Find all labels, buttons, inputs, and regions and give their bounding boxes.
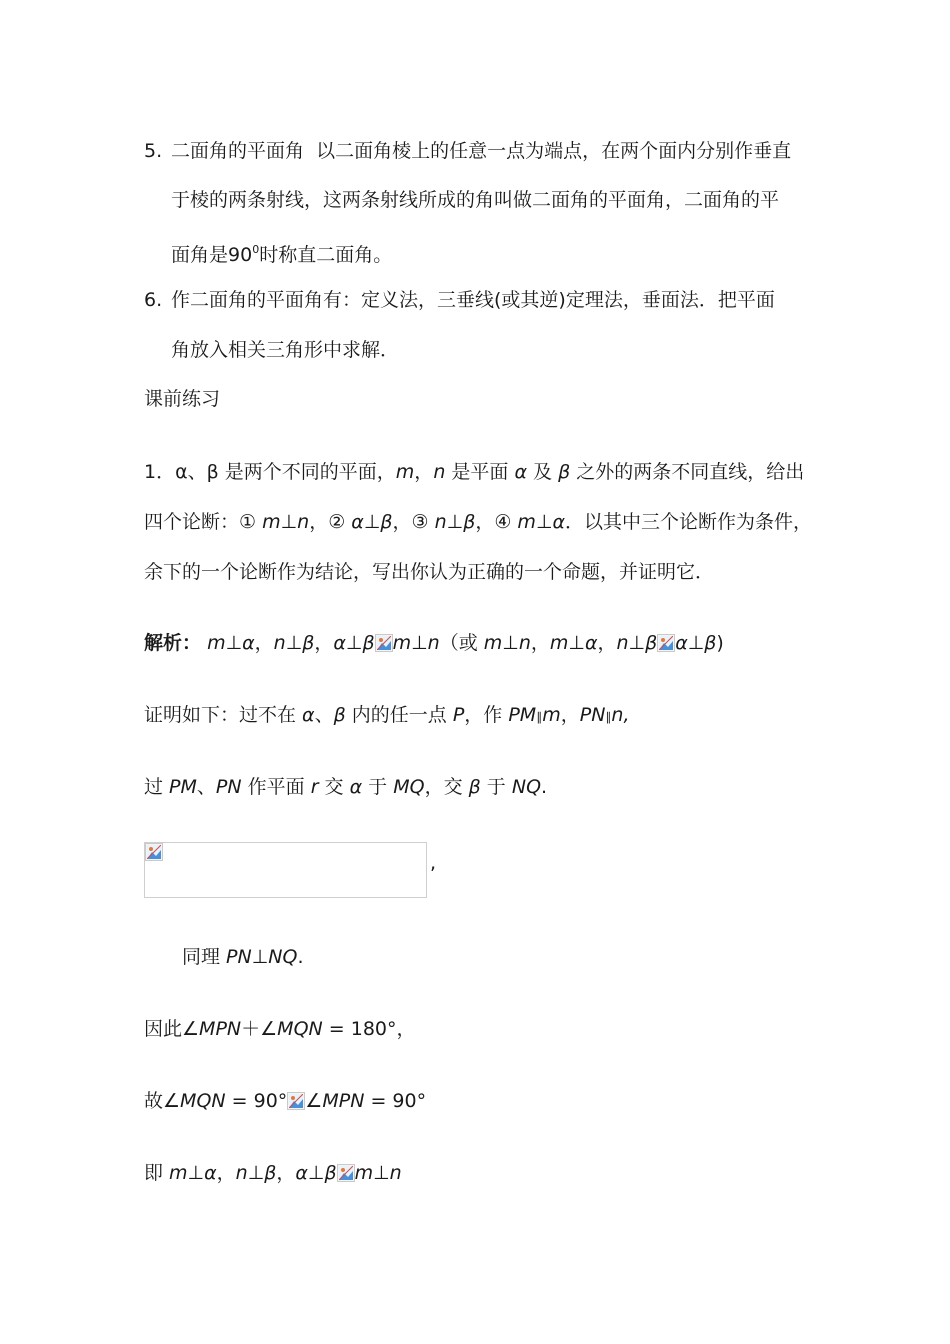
math-var: m bbox=[542, 704, 561, 726]
item-title: 二面角的平面角 bbox=[171, 140, 305, 162]
symbol: ⊥ bbox=[363, 511, 381, 533]
text: ， bbox=[314, 632, 334, 654]
math-expr: m⊥n bbox=[354, 1162, 402, 1184]
math-var: P bbox=[452, 704, 465, 726]
math-var: PN bbox=[215, 776, 242, 798]
math-var: MPN bbox=[322, 1090, 365, 1112]
text: ，② bbox=[309, 511, 352, 533]
math-expr: α⊥β bbox=[333, 632, 375, 654]
math-var: α bbox=[514, 461, 527, 483]
math-var: PN bbox=[579, 704, 606, 726]
item-5-line-2: 于棱的两条射线，这两条射线所成的角叫做二面角的平面角，二面角的平 bbox=[171, 189, 780, 211]
symbol: ⊥ bbox=[535, 511, 553, 533]
math-var: r bbox=[310, 776, 319, 798]
text: = 90° bbox=[225, 1090, 288, 1112]
symbol: ⊥ bbox=[446, 511, 464, 533]
text: 之外的两条不同直线，给出 bbox=[570, 461, 805, 483]
text: 于 bbox=[480, 776, 512, 798]
text: ∠ bbox=[305, 1090, 323, 1112]
text: ， bbox=[276, 1162, 296, 1184]
math-expr: n⊥β bbox=[616, 632, 658, 654]
broken-image-icon bbox=[337, 1164, 355, 1182]
math-var: β bbox=[463, 511, 476, 533]
math-var: β bbox=[468, 776, 481, 798]
broken-image-icon bbox=[375, 634, 393, 652]
text: ， bbox=[530, 632, 550, 654]
math-var: α bbox=[552, 511, 566, 533]
math-var: MPN bbox=[199, 1018, 242, 1040]
text: = 180°， bbox=[322, 1018, 416, 1040]
math-var: m bbox=[262, 511, 281, 533]
item-text: 时称直二面角。 bbox=[259, 244, 393, 266]
item-text: 以二面角棱上的任意一点为端点，在两个面内分别作垂直 bbox=[316, 140, 792, 162]
math-var: NQ bbox=[511, 776, 542, 798]
item-number: 6. bbox=[144, 289, 163, 311]
math-var: β bbox=[333, 704, 346, 726]
text: ， bbox=[414, 461, 434, 483]
problem-line-3: 余下的一个论断作为结论，写出你认为正确的一个命题，并证明它． bbox=[144, 561, 715, 583]
math-expr: m⊥n bbox=[392, 632, 440, 654]
item-text: 面角是90 bbox=[171, 244, 253, 266]
section-title: 课前练习 bbox=[144, 388, 221, 410]
math-expr: m⊥n bbox=[483, 632, 531, 654]
item-5-line-1 bbox=[144, 138, 791, 164]
math-var: MQN bbox=[180, 1090, 226, 1112]
math-expr: m⊥α bbox=[549, 632, 598, 654]
text: 1．α、β 是两个不同的平面， bbox=[144, 461, 396, 483]
math-expr: m⊥α bbox=[207, 632, 255, 654]
text: 、 bbox=[314, 704, 334, 726]
text: 因此∠ bbox=[144, 1018, 200, 1040]
text: 四个论断：① bbox=[144, 511, 263, 533]
math-var: MQN bbox=[277, 1018, 323, 1040]
text: 作平面 bbox=[241, 776, 311, 798]
math-var: PM bbox=[169, 776, 197, 798]
text: 故∠ bbox=[144, 1090, 181, 1112]
proof-line-1 bbox=[144, 702, 630, 730]
text: 内的任一点 bbox=[345, 704, 453, 726]
text: . bbox=[541, 776, 548, 798]
text: ．以其中三个论断作为条件， bbox=[565, 511, 813, 533]
text: ， bbox=[560, 704, 580, 726]
math-expr: n⊥β bbox=[273, 632, 315, 654]
math-var: n bbox=[433, 461, 446, 483]
math-var: α bbox=[302, 704, 315, 726]
proof-line-3 bbox=[182, 944, 304, 970]
solution-line bbox=[144, 630, 724, 656]
parallel-symbol: ∥ bbox=[605, 710, 612, 724]
math-var: m bbox=[517, 511, 536, 533]
broken-image-placeholder bbox=[144, 842, 427, 898]
text: ) bbox=[716, 632, 724, 654]
item-6-line-1 bbox=[144, 287, 775, 313]
item-6-line-2: 角放入相关三角形中求解． bbox=[171, 339, 400, 361]
problem-line-1 bbox=[144, 459, 804, 485]
text: （或 bbox=[439, 632, 484, 654]
math-expr: n⊥β bbox=[235, 1162, 277, 1184]
proof-line-5 bbox=[144, 1088, 426, 1114]
text: ，作 bbox=[464, 704, 509, 726]
text: 交 bbox=[318, 776, 350, 798]
text: 、 bbox=[196, 776, 216, 798]
text: 同理 bbox=[182, 946, 227, 968]
text: ， bbox=[216, 1162, 236, 1184]
item-5-line-3 bbox=[171, 237, 392, 268]
broken-image-icon bbox=[287, 1092, 305, 1110]
text: 于 bbox=[362, 776, 394, 798]
math-var: β bbox=[380, 511, 393, 533]
text: ，交 bbox=[424, 776, 469, 798]
text: ， bbox=[597, 632, 617, 654]
text: . bbox=[297, 946, 304, 968]
item-text: 作二面角的平面角有：定义法，三垂线(或其逆)定理法，垂面法．把平面 bbox=[171, 289, 775, 311]
text: ，④ bbox=[475, 511, 518, 533]
proof-line-4 bbox=[144, 1016, 416, 1042]
math-expr: m⊥α bbox=[169, 1162, 217, 1184]
math-var: n bbox=[297, 511, 310, 533]
text: 证明如下：过不在 bbox=[144, 704, 303, 726]
symbol: ⊥ bbox=[280, 511, 298, 533]
text: 及 bbox=[526, 461, 559, 483]
text: 过 bbox=[144, 776, 170, 798]
symbol: ⊥ bbox=[251, 946, 269, 968]
item-number: 5. bbox=[144, 140, 163, 162]
text: ，③ bbox=[392, 511, 435, 533]
math-var: n, bbox=[611, 704, 630, 726]
text: ＋∠ bbox=[241, 1018, 278, 1040]
math-var: NQ bbox=[268, 946, 298, 968]
math-var: PN bbox=[226, 946, 252, 968]
broken-image-icon bbox=[145, 843, 163, 861]
text: ， bbox=[254, 632, 274, 654]
proof-line-2 bbox=[144, 774, 547, 800]
math-var: n bbox=[434, 511, 447, 533]
solution-label: 解析： bbox=[144, 632, 202, 654]
math-var: MQ bbox=[393, 776, 425, 798]
math-expr: α⊥β bbox=[295, 1162, 337, 1184]
math-var: PM bbox=[508, 704, 537, 726]
math-var: β bbox=[558, 461, 571, 483]
problem-line-2 bbox=[144, 509, 812, 535]
text: 是平面 bbox=[445, 461, 515, 483]
text: 即 bbox=[144, 1162, 170, 1184]
trailing-comma: , bbox=[430, 852, 437, 874]
text: = 90° bbox=[364, 1090, 427, 1112]
parallel-symbol: ∥ bbox=[536, 710, 543, 724]
math-var: α bbox=[351, 511, 364, 533]
math-expr: α⊥β bbox=[675, 632, 717, 654]
proof-line-6 bbox=[144, 1160, 402, 1186]
broken-image-icon bbox=[657, 634, 675, 652]
superscript: 0 bbox=[252, 243, 260, 256]
math-var: α bbox=[349, 776, 363, 798]
math-var: m bbox=[395, 461, 415, 483]
